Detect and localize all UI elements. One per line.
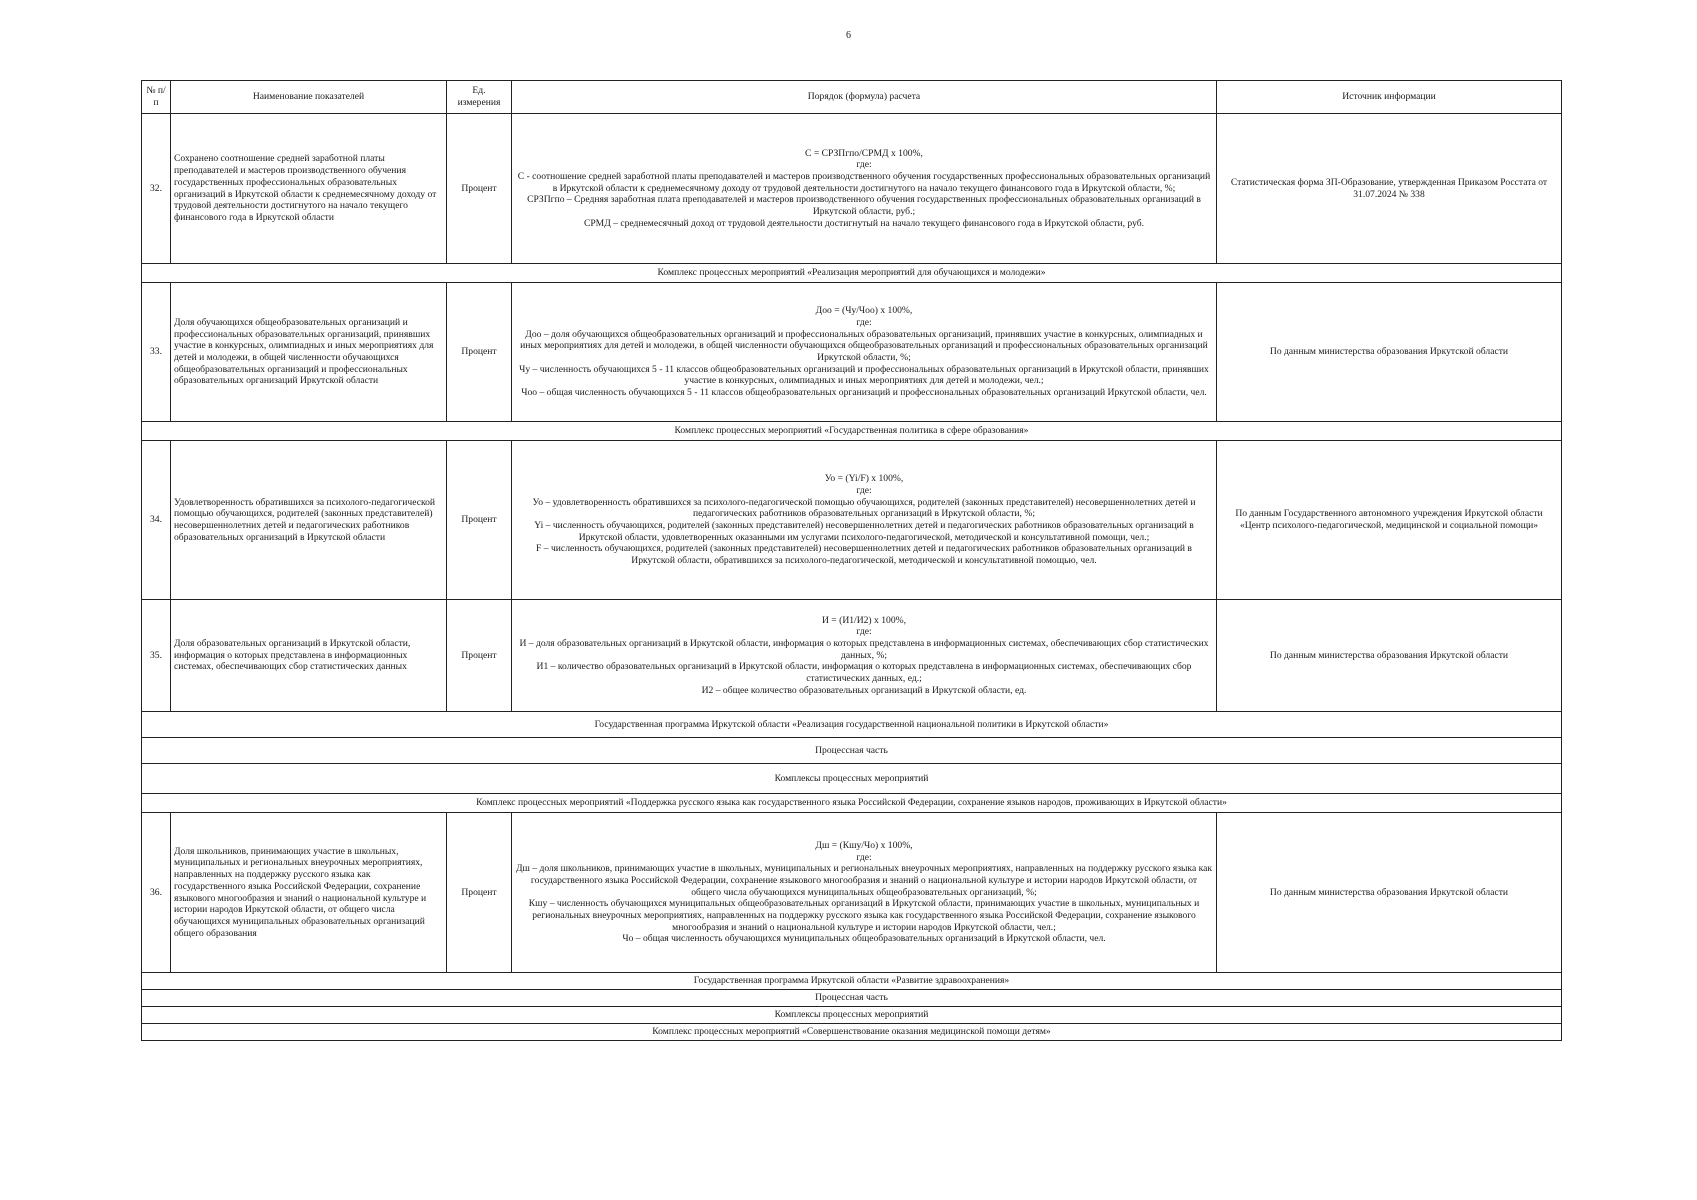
formula-expression: Доо = (Чу/Чоо) х 100%, [815,305,913,317]
section-row [142,764,1562,794]
header-formula: Порядок (формула) расчета [512,81,1217,114]
unit-of-measure: Процент [447,813,512,973]
formula-definition: Дш – доля школьников, принимающих участие в школьных, муниципальных и региональных внеурочных мероприятиях, направленных на поддержку русского языка как государственного языка Российской Федерации, сохранение языкового многообразия и знаний о национальной культуре и истории народов Иркутской области, от общего числа обучающихся муниципальных общеобразовательных организаций, %; [515,863,1213,898]
section-title: Комплекс процессных мероприятий «Реализация мероприятий для обучающихся и молодежи» [142,264,1562,283]
header-unit: Ед. измерения [447,81,512,114]
table-row [142,600,1562,712]
indicator-name: Сохранено соотношение средней заработной платы преподавателей и мастеров производственного обучения государственных профессиональных образовательных организаций в Иркутской области к среднемесячному доходу от трудовой деятельности достигнутого на начало текущего финансового года в Иркутской области [171,114,447,264]
section-title: Комплексы процессных мероприятий [142,764,1562,794]
calculation-formula [512,600,1217,712]
indicator-name: Доля школьников, принимающих участие в школьных, муниципальных и региональных внеурочных мероприятиях, направленных на поддержку русского языка как государственного языка Российской Федерации, сохранение языкового многообразия и знаний о национальной культуре и истории народов Иркутской области, от общего числа обучающихся муниципальных образовательных организаций общего образования [171,813,447,973]
row-number: 36. [142,813,171,973]
information-source: Статистическая форма ЗП-Образование, утвержденная Приказом Росстата от 31.07.2024 № 338 [1217,114,1562,264]
table-row [142,813,1562,973]
calculation-formula [512,114,1217,264]
formula-where: где: [856,851,872,863]
calculation-formula [512,441,1217,600]
section-row [142,712,1562,738]
table-body [142,114,1562,1041]
formula-where: где: [856,484,872,496]
page-number: 6 [846,30,851,41]
header-num: № п/п [142,81,171,114]
formula-expression: И = (И1/И2) х 100%, [821,614,906,626]
formula-expression: Уо = (Yi/F) х 100%, [824,473,904,485]
table-header-row [142,81,1562,114]
section-title: Комплекс процессных мероприятий «Совершенствование оказания медицинской помощи детям» [142,1024,1562,1041]
section-row [142,264,1562,283]
indicator-name: Доля обучающихся общеобразовательных организаций и профессиональных образовательных организаций, принявших участие в конкурсных, олимпиадных и иных мероприятиях для детей и молодежи, в общей численности обучающихся общеобразовательных организаций и профессиональных образовательных организаций Иркутской области [171,283,447,422]
header-source: Источник информации [1217,81,1562,114]
section-title: Комплекс процессных мероприятий «Поддержка русского языка как государственного языка Российской Федерации, сохранение языков народов, проживающих в Иркутской области» [142,794,1562,813]
formula-definition: Доо – доля обучающихся общеобразовательных организаций и профессиональных образовательных организаций, принявших участие в конкурсных, олимпиадных и иных мероприятиях для детей и молодежи, в общей численности обучающихся общеобразовательных организаций и профессиональных образовательных организаций Иркутской области, %; [520,328,1208,363]
formula-definition: Чо – общая численность обучающихся муниципальных общеобразовательных организаций в Иркутской области, чел. [622,933,1106,945]
formula-where: где: [856,626,872,638]
information-source: По данным Государственного автономного учреждения Иркутской области «Центр психолого-педагогической, медицинской и социальной помощи» [1217,441,1562,600]
calculation-formula [512,283,1217,422]
formula-definition: Чоо – общая численность обучающихся 5 - 11 классов общеобразовательных организаций и профессиональных образовательных организаций Иркутской области, чел. [521,387,1207,399]
section-row [142,738,1562,764]
section-row [142,990,1562,1007]
unit-of-measure: Процент [447,600,512,712]
formula-definition: Yi – численность обучающихся, родителей (законных представителей) несовершеннолетних детей и педагогических работников образовательных организаций в Иркутской области, удовлетворенных оказанными им услугами психолого-педагогической, методической и консультативной помощи, чел.; [534,520,1194,543]
section-row [142,1007,1562,1024]
section-title: Комплекс процессных мероприятий «Государственная политика в сфере образования» [142,422,1562,441]
section-title: Государственная программа Иркутской области «Развитие здравоохранения» [142,973,1562,990]
section-row [142,794,1562,813]
information-source: По данным министерства образования Иркутской области [1217,600,1562,712]
formula-definition: Чу – численность обучающихся 5 - 11 классов общеобразовательных организаций и профессиональных образовательных организаций в Иркутской области, принявших участие в конкурсных, олимпиадных и иных мероприятиях для детей и молодежи, чел.; [519,363,1209,387]
table-row [142,283,1562,422]
section-row [142,973,1562,990]
formula-where: где: [856,316,872,328]
indicator-name: Удовлетворенность обратившихся за психолого-педагогической помощью обучающихся, родителей (законных представителей) несовершеннолетних детей и педагогических работников образовательных организаций в Иркутской области [171,441,447,600]
unit-of-measure: Процент [447,283,512,422]
row-number: 32. [142,114,171,264]
formula-definition: СРМД – среднемесячный доход от трудовой деятельности достигнутый на начало текущего финансового года в Иркутской области, руб. [583,217,1145,229]
unit-of-measure: Процент [447,114,512,264]
indicators-table [141,80,1562,1041]
formula-definition: И1 – количество образовательных организаций в Иркутской области, информация о которых представлена в информационных системах, обеспечивающих сбор статистических данных, ед.; [536,661,1192,685]
formula-definition: С - соотношение средней заработной платы преподавателей и мастеров производственного обучения государственных профессиональных образовательных организаций в Иркутской области к среднемесячному доходу от трудовой деятельности достигнутого на начало текущего финансового года в Иркутской области, %; [517,170,1211,194]
formula-expression: С = СРЗПгпо/СРМД х 100%, [805,147,923,159]
calculation-formula [512,813,1217,973]
header-name: Наименование показателей [171,81,447,114]
formula-expression: Дш = (Кшу/Чо) х 100%, [815,839,913,851]
formula-definition: СРЗПгпо – Средняя заработная плата преподавателей и мастеров производственного обучения государственных профессиональных образовательных организаций в Иркутской области, руб.; [527,194,1201,218]
row-number: 33. [142,283,171,422]
formula-where: где: [856,159,872,171]
table-row [142,441,1562,600]
table-row [142,114,1562,264]
information-source: По данным министерства образования Иркутской области [1217,283,1562,422]
section-title: Процессная часть [142,738,1562,764]
section-title: Государственная программа Иркутской области «Реализация государственной национальной политики в Иркутской области» [142,712,1562,738]
row-number: 35. [142,600,171,712]
formula-definition: Уо – удовлетворенность обратившихся за психолого-педагогической помощью обучающихся, родителей (законных представителей) несовершеннолетних детей и педагогических работников образовательных организаций в Иркутской области, %; [532,496,1196,520]
formula-definition: И – доля образовательных организаций в Иркутской области, информация о которых представлена в информационных системах, обеспечивающих сбор статистических данных, %; [519,637,1209,661]
information-source: По данным министерства образования Иркутской области [1217,813,1562,973]
section-title: Процессная часть [142,990,1562,1007]
section-title: Комплексы процессных мероприятий [142,1007,1562,1024]
formula-definition: И2 – общее количество образовательных организаций в Иркутской области, ед. [701,684,1027,696]
formula-definition: Кшу – численность обучающихся муниципальных общеобразовательных организаций в Иркутской области, принимающих участие в школьных, муниципальных и региональных внеурочных мероприятиях, направленных на поддержку русского языка как государственного языка Российской Федерации, сохранение языкового многообразия и знаний о национальной культуре и истории народов Иркутской области, чел.; [528,898,1200,933]
indicator-name: Доля образовательных организаций в Иркутской области, информация о которых представлена в информационных системах, обеспечивающих сбор статистических данных [171,600,447,712]
section-row [142,1024,1562,1041]
formula-definition: F – численность обучающихся, родителей (законных представителей) несовершеннолетних детей и педагогических работников образовательных организаций в Иркутской области, обратившихся за психолого-педагогической, методической и консультативной помощью, чел. [536,543,1192,567]
section-row [142,422,1562,441]
unit-of-measure: Процент [447,441,512,600]
row-number: 34. [142,441,171,600]
